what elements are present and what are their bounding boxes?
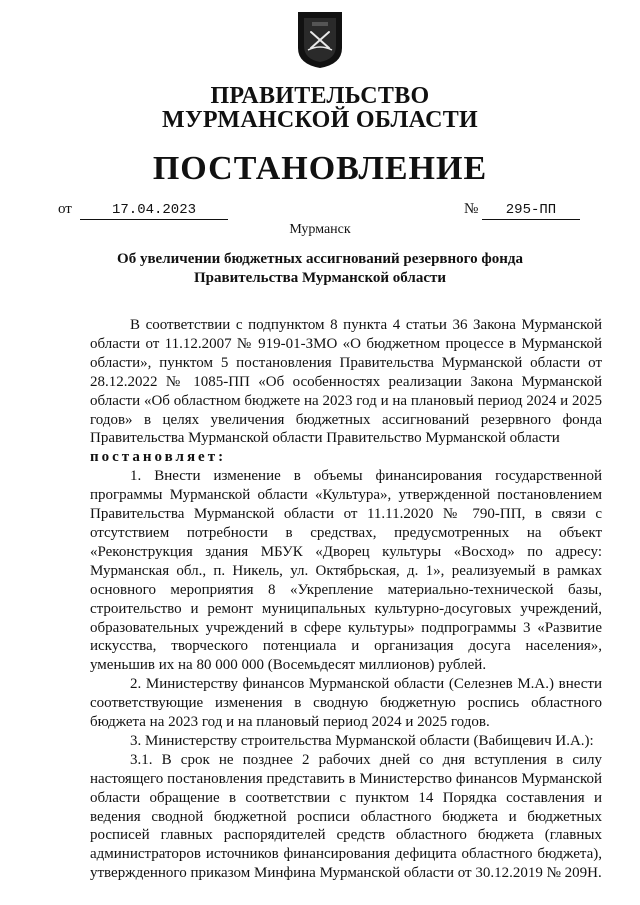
preamble-text: В соответствии с подпунктом 8 пункта 4 статьи 36 Закона Мурманской области от 11.12.2007 № 919-01-ЗМО «О бюджетном процессе в Мурманской области», пунктом 5 постановления Правительства Мурманской области от 28.12.2022 № 1085-ПП «Об особенностях реализации Закона Мурманской области «Об областном бюджете на 2023 год и на плановый период 2024 и 2025 годов» в целях увеличения бюджетных ассигнований резервного фонда Правительства Мурманской области Правительство Мурманской области [90, 317, 602, 447]
date-prefix: от [58, 201, 72, 217]
subject-line2: Правительства Мурманской области [193, 270, 447, 286]
clause-3-1: 3.1. В срок не позднее 2 рабочих дней со дня вступления в силу настоящего постановления представить в Министерство финансов Мурманской области обращение в соответствии с пунктом 14 Порядка составления и ведения сводной бюджетной росписи областного бюджета и бюджетных росписей главных распорядителей средств областного бюджета (главных администраторов источников финансирования дефицита областного бюджета), утвержденного приказом Минфина Мурманской области от 30.12.2019 № 209Н. [90, 751, 602, 882]
subject-line1: Об увеличении бюджетных ассигнований резервного фонда [117, 251, 523, 267]
clause-1: 1. Внести изменение в объемы финансирования государственной программы Мурманской области «Культура», утвержденной постановлением Правительства Мурманской области от 11.11.2020 № 790-ПП, в связи с отсутствием потребности в средствах, предусмотренных на объект «Реконструкция здания МБУК «Дворец культуры «Восход» по адресу: Мурманская обл., п. Никель, ул. Октябрьская, д. 1», реализуемый в рамках основного мероприятия 8 «Укрепление материально-технической базы, строительство и ремонт муниципальных культурно-досуговых учреждений, образовательных учреждений в сфере культуры» подпрограммы 3 «Развитие искусства, творческого потенциала и организация досуга населения», уменьшив их на 80 000 000 (Восемьдесят миллионов) рублей. [90, 468, 602, 674]
coat-of-arms-icon [296, 10, 344, 70]
date-number-row [58, 201, 580, 223]
clause-3: 3. Министерству строительства Мурманской области (Вабищевич И.А.): [130, 732, 594, 749]
city-name: Мурманск [289, 222, 351, 237]
document-type-heading: ПОСТАНОВЛЕНИЕ [152, 150, 488, 187]
resolves-paragraph [90, 448, 602, 467]
clause-2: 2. Министерству финансов Мурманской области (Селезнев М.А.) внести соответствующие изменения в сводную бюджетную роспись областного бюджета на 2023 год и на плановый период 2024 и 2025 годов. [90, 676, 602, 731]
document-body [90, 316, 602, 883]
number-prefix: № [464, 201, 479, 217]
government-title-line2: МУРМАНСКОЙ ОБЛАСТИ [162, 107, 478, 133]
resolves-word: постановляет: [90, 449, 227, 466]
document-number: 295-ПП [482, 201, 580, 220]
government-title-line1: ПРАВИТЕЛЬСТВО [210, 83, 430, 109]
document-date: 17.04.2023 [80, 201, 228, 220]
preamble-paragraph [90, 316, 602, 448]
